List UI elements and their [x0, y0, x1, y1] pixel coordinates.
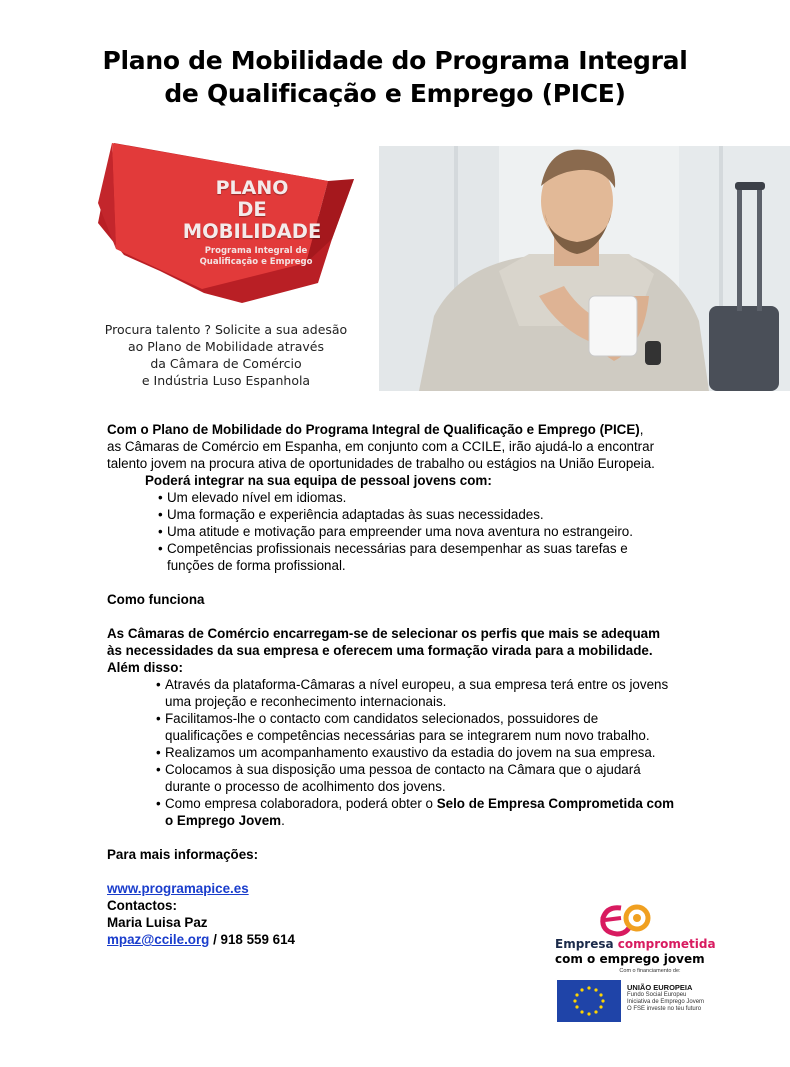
intro-paragraph: Com o Plano de Mobilidade do Programa Integral de Qualificação e Emprego (PICE), as Câmaras de Comércio em Espanha, em conjunto com a CCILE, irão ajudá-lo a encontrar talento jovem na procura ativa de oportunidades de trabalho ou estágios na União Europeia.: [107, 422, 655, 471]
caption-line-3: da Câmara de Comércio: [150, 356, 302, 371]
banner-caption: [92, 321, 360, 389]
ec-logo-icon: [595, 900, 655, 940]
body-text: [107, 421, 727, 948]
banner-title-line-2: DE MOBILIDADE: [182, 198, 322, 243]
eu-flag-icon: [557, 980, 621, 1022]
intro-bold: Com o Plano de Mobilidade do Programa Integral de Qualificação e Emprego (PICE): [107, 422, 640, 437]
banner-title-line-1: PLANO: [215, 177, 289, 199]
eu-text: UNIÃO EUROPEIA Fundo Social Europeu Iniciativa de Emprego Jovem O FSE investe no teu futuro: [627, 983, 705, 1012]
como-funciona-heading: Como funciona: [107, 592, 205, 607]
como-lead: As Câmaras de Comércio encarregam-se de selecionar os perfis que mais se adequam às necessidades da sua empresa e oferecem uma formação virada para a mobilidade. Além disso:: [107, 626, 660, 675]
banner-subtitle-line-2: Qualificação e Emprego: [199, 257, 313, 267]
mobility-plan-banner: [92, 143, 360, 403]
list-item: • Um elevado nível em idiomas.: [107, 489, 727, 506]
list-item: • Facilitamos-lhe o contacto com candidatos selecionados, possuidores de qualificações e competências necessárias para se integrarem num novo trabalho.: [107, 710, 727, 744]
list-item: • Colocamos à sua disposição uma pessoa de contacto na Câmara que o ajudará durante o processo de acolhimento dos jovens.: [107, 761, 727, 795]
list-item: • Competências profissionais necessárias para desempenhar as suas tarefas e funções de forma profissional.: [107, 540, 727, 574]
email-link[interactable]: mpaz@ccile.org: [107, 932, 210, 947]
title-line-1: Plano de Mobilidade do Programa Integral: [102, 46, 688, 75]
list-item: • Uma formação e experiência adaptadas às suas necessidades.: [107, 506, 727, 523]
logo-line-1: Empresa comprometida: [555, 937, 716, 951]
intro-line-3: talento jovem na procura ativa de oportunidades de trabalho ou estágios na União Europeia.: [107, 456, 655, 471]
integrar-list: [107, 489, 727, 574]
integrar-heading: Poderá integrar na sua equipa de pessoal jovens com:: [145, 473, 492, 488]
list-item: • Como empresa colaboradora, poderá obter o Selo de Empresa Comprometida com o Emprego Jovem.: [107, 795, 727, 829]
young-man-with-phone-photo: [379, 146, 790, 391]
como-list: [107, 676, 727, 829]
website-link[interactable]: www.programapice.es: [107, 881, 249, 896]
more-info-heading: Para mais informações:: [107, 847, 259, 862]
list-item: • Através da plataforma-Câmaras a nível europeu, a sua empresa terá entre os jovens uma projeção e reconhecimento internacionais.: [107, 676, 727, 710]
caption-line-1: Procura talento ? Solicite a sua adesão: [104, 322, 348, 337]
logo-line-2: com o emprego jovem: [555, 952, 705, 966]
list-item: • Realizamos um acompanhamento exaustivo da estadia do jovem na sua empresa.: [107, 744, 727, 761]
contacts-label: Contactos:: [107, 898, 177, 913]
contact-name: Maria Luisa Paz: [107, 915, 208, 930]
financing-label: Com o financiamento de:: [619, 968, 681, 974]
intro-line-2: as Câmaras de Comércio em Espanha, em conjunto com a CCILE, irão ajudá-lo a encontrar: [107, 439, 655, 454]
page-title: [0, 44, 790, 110]
list-item: • Uma atitude e motivação para empreender uma nova aventura no estrangeiro.: [107, 523, 727, 540]
banner-text: [182, 177, 322, 268]
phone-number: / 918 559 614: [209, 932, 295, 947]
caption-line-4: e Indústria Luso Espanhola: [141, 373, 311, 388]
empresa-comprometida-logo: [555, 900, 716, 1025]
banner-subtitle-line-1: Programa Integral de: [204, 246, 308, 256]
caption-line-2: ao Plano de Mobilidade através: [127, 339, 325, 354]
title-line-2: de Qualificação e Emprego (PICE): [164, 79, 626, 108]
